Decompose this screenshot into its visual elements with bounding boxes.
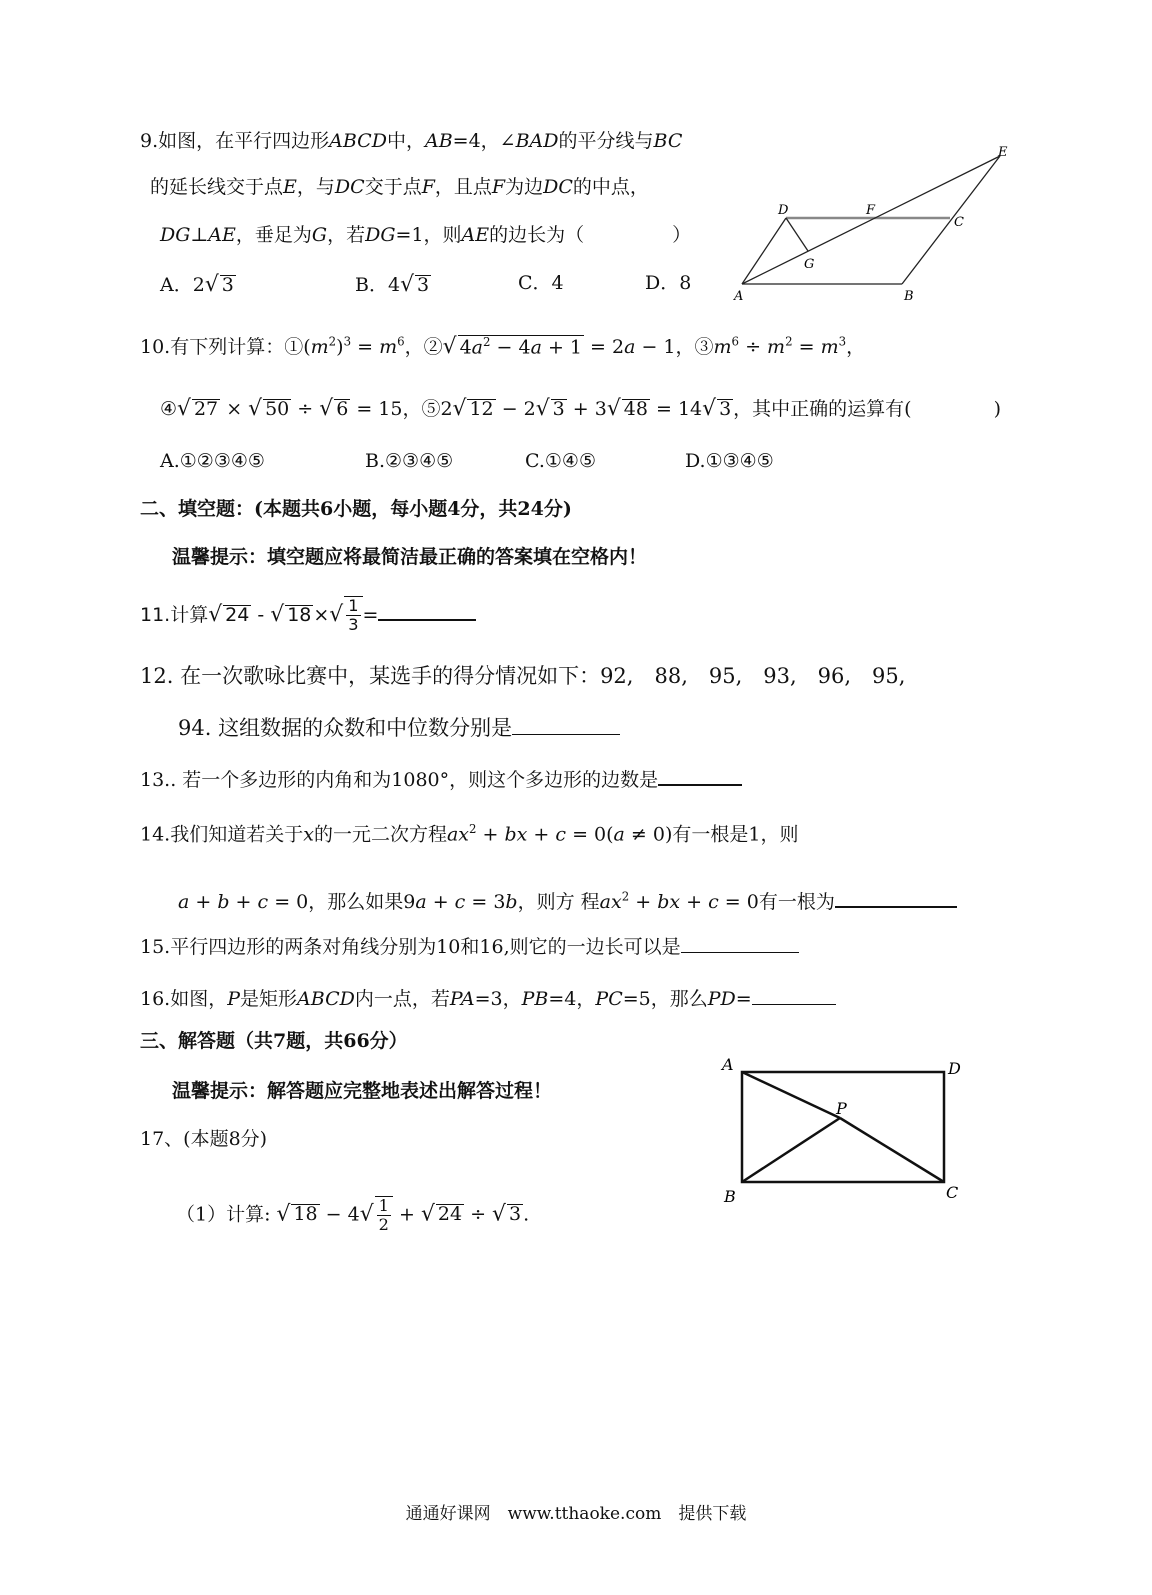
label-p: P	[836, 1099, 847, 1118]
segment-pb	[742, 1118, 840, 1182]
label-d: D	[948, 1059, 961, 1078]
segment-pa	[742, 1072, 840, 1118]
q13-text: 13.. 若一个多边形的内角和为1080°，则这个多边形的边数是	[140, 764, 742, 792]
q9-line1: 9.如图，在平行四边形ABCD中，AB=4，∠BAD的平分线与BC	[140, 130, 683, 152]
label-g: G	[804, 257, 815, 272]
label-c: C	[946, 1183, 959, 1202]
q14-line1: 14.我们知道若关于x的一元二次方程$ax^2$ + bx + c = 0(a ≠ 0)有一根是1，则	[140, 822, 799, 846]
label-f: F	[866, 203, 876, 218]
q10-option-d: D.①③④⑤	[685, 450, 774, 472]
q15-text: 15.平行四边形的两条对角线分别为10和16,则它的一边长可以是	[140, 932, 799, 959]
q12-line2: 94. 这组数据的众数和中位数分别是	[178, 712, 620, 741]
side-ad	[742, 218, 786, 284]
segment-pc	[840, 1118, 944, 1182]
label-a: A	[722, 1055, 734, 1074]
section3-title: 三、解答题（共7题，共66分）	[140, 1030, 408, 1052]
line-be	[902, 156, 1000, 284]
q16-rectangle-figure	[718, 1050, 978, 1210]
q17-header: 17、(本题8分)	[140, 1128, 268, 1150]
q10-option-b: B.②③④⑤	[365, 450, 454, 472]
label-d: D	[778, 203, 789, 218]
label-c: C	[954, 215, 964, 230]
label-b: B	[904, 289, 914, 304]
q10-line1: 10.有下列计算：$①(m^2)^3 = m^6$，②√ $4a^2 - 4a + 1 = 2a - 1$，$③m^6 \div m^2 = m^3$，	[140, 334, 866, 359]
q9-line3: DG⊥AE，垂足为G，若DG=1，则AE的边长为（ ）	[160, 224, 692, 246]
q10-option-a: A.①②③④⑤	[160, 450, 265, 472]
q12-line1: 12. 在一次歌咏比赛中，某选手的得分情况如下：92, 88, 95, 93, 96, 95,	[140, 664, 906, 688]
q9-option-a: A．2√ 3	[160, 272, 234, 297]
q9-line2: 的延长线交于点E，与DC交于点F，且点F为边DC的中点，	[150, 176, 649, 198]
label-b: B	[724, 1187, 736, 1206]
q9-option-c: C．4	[518, 272, 564, 294]
q14-line2: a + b + c = 0，那么如果9a + c = 3b，则方 程$ax^2$ + bx + c = 0有一根为	[178, 886, 957, 914]
label-e: E	[998, 145, 1008, 160]
q10-option-c: C.①④⑤	[525, 450, 596, 472]
segment-dg	[786, 218, 808, 251]
section2-tip: 温馨提示：填空题应将最简洁最正确的答案填在空格内！	[172, 546, 648, 568]
q9-option-d: D．8	[645, 272, 692, 294]
q10-line2: ④√ 27 × √ 50 ÷ √ 6 = 15，⑤2√ 12 − 2√ 3 + 3√ 48 = 14√ 3 ，其中正确的运算有( )	[160, 396, 1002, 421]
q9-parallelogram-figure	[728, 140, 1028, 310]
q9-option-b: B．4√ 3	[355, 272, 430, 297]
rectangle-abcd	[742, 1072, 944, 1182]
label-a: A	[734, 289, 744, 304]
q11-text: 11.计算√ 24 - √ 18 ×√ $\frac{1}{3}$ =	[140, 596, 476, 634]
q16-text: 16.如图，P是矩形ABCD内一点，若PA=3，PB=4，PC=5，那么PD=	[140, 984, 836, 1011]
section2-title: 二、填空题：(本题共6小题，每小题4分，共24分)	[140, 498, 572, 520]
page-footer: 通通好课网 www.tthaoke.com 提供下载	[405, 1504, 747, 1524]
q17-part1: （1）计算: √ 18 − 4√ $\frac{1}{2}$ + √ 24 ÷ √ 3 .	[176, 1196, 530, 1234]
section3-tip: 温馨提示：解答题应完整地表述出解答过程！	[172, 1080, 553, 1102]
